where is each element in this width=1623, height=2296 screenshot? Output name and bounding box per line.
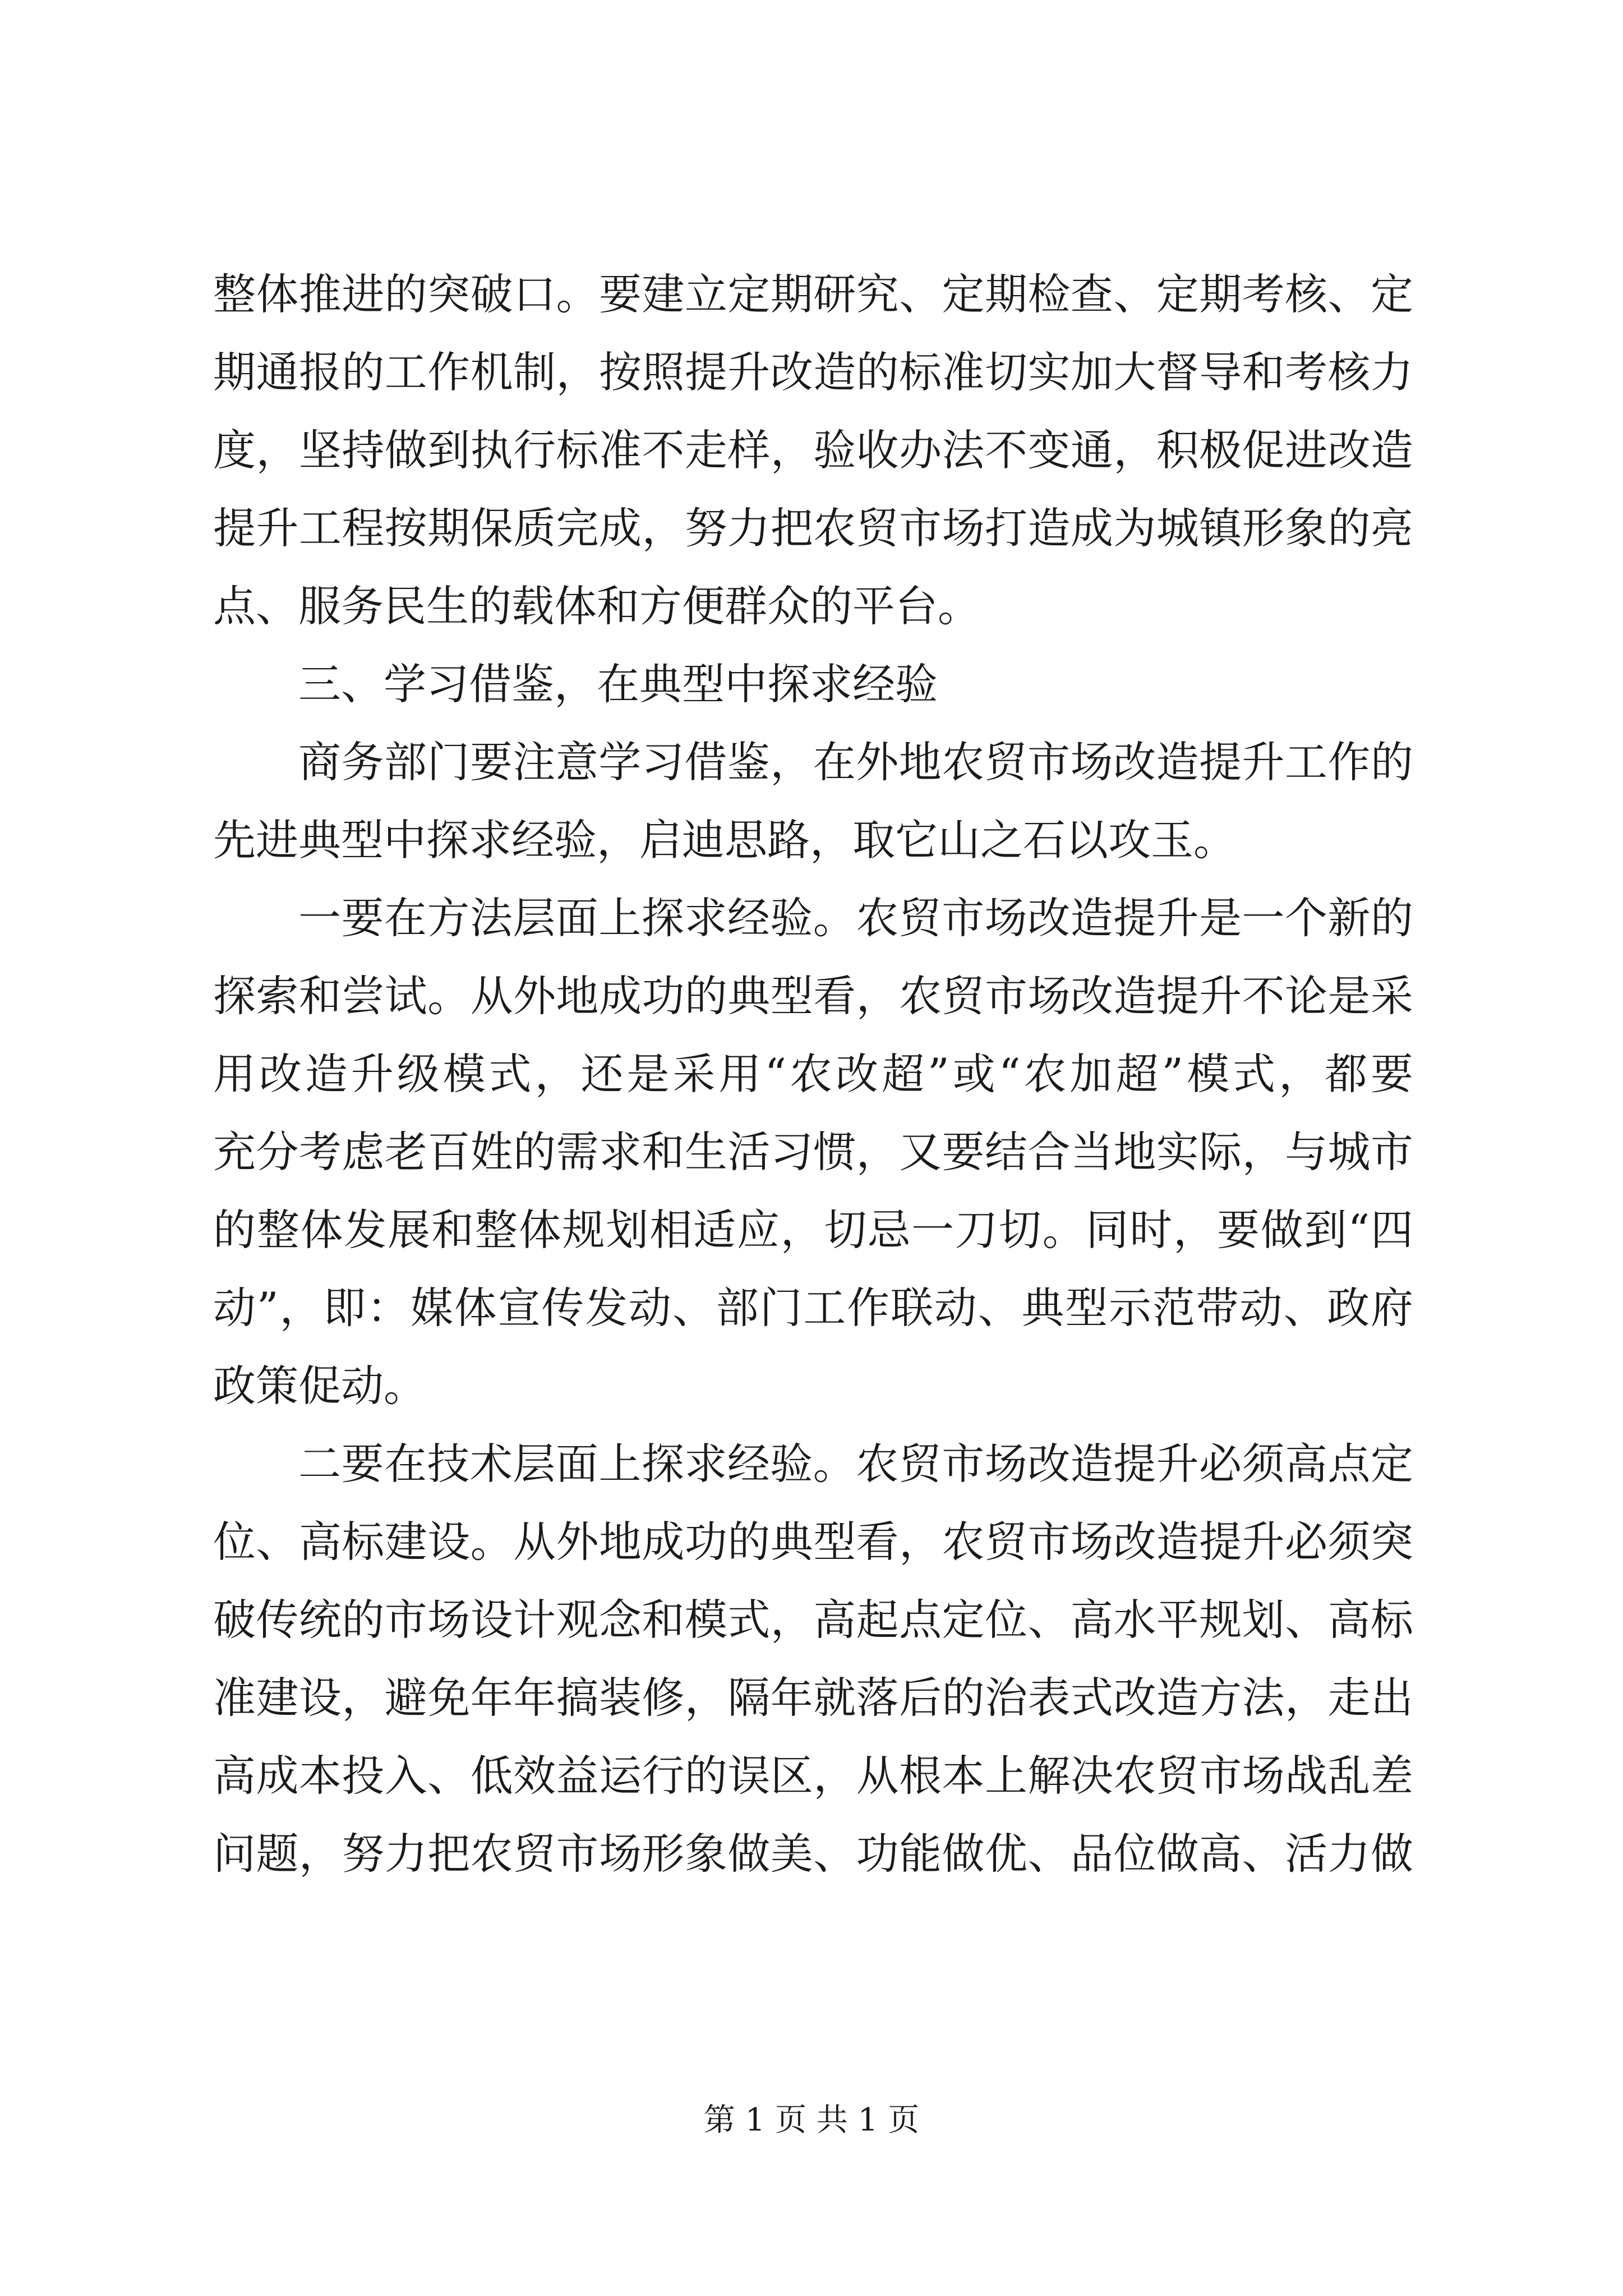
text-line: 位、高标建设。从外地成功的典型看，农贸市场改造提升必须突 (213, 1517, 1413, 1567)
text-line: 问题，努力把农贸市场形象做美、功能做优、品位做高、活力做 (213, 1829, 1413, 1879)
document-body (213, 255, 1413, 1893)
text-line: 一要在方法层面上探求经验。农贸市场改造提升是一个新的 (298, 893, 1413, 943)
text-line: 三、学习借鉴，在典型中探求经验 (298, 659, 938, 709)
text-line: 商务部门要注意学习借鉴，在外地农贸市场改造提升工作的 (298, 737, 1413, 787)
text-line: 破传统的市场设计观念和模式，高起点定位、高水平规划、高标 (213, 1595, 1413, 1645)
paragraph (213, 645, 1413, 723)
page-footer: 第 1 页 共 1 页 (703, 2102, 920, 2138)
text-line: 高成本投入、低效益运行的误区，从根本上解决农贸市场战乱差 (213, 1751, 1413, 1801)
text-line: 先进典型中探求经验，启迪思路，取它山之石以攻玉。 (213, 815, 1236, 865)
paragraph (213, 1425, 1413, 1893)
text-line: 准建设，避免年年搞装修，隔年就落后的治表式改造方法，走出 (213, 1673, 1413, 1723)
paragraph (213, 255, 1413, 645)
text-line: 探索和尝试。从外地成功的典型看，农贸市场改造提升不论是采 (213, 971, 1413, 1021)
paragraph (213, 723, 1413, 879)
text-line: 的整体发展和整体规划相适应，切忌一刀切。同时，要做到“四 (213, 1205, 1413, 1255)
text-line: 动”，即：媒体宣传发动、部门工作联动、典型示范带动、政府 (213, 1283, 1413, 1333)
text-line: 点、服务民生的载体和方便群众的平台。 (213, 581, 980, 631)
text-line: 度，坚持做到执行标准不走样，验收办法不变通，积极促进改造 (213, 425, 1413, 475)
text-line: 用改造升级模式，还是采用“农改超”或“农加超”模式，都要 (213, 1049, 1413, 1099)
text-line: 期通报的工作机制，按照提升改造的标准切实加大督导和考核力 (213, 347, 1413, 397)
text-line: 二要在技术层面上探求经验。农贸市场改造提升必须高点定 (298, 1439, 1413, 1489)
text-line: 政策促动。 (213, 1361, 426, 1411)
text-line: 提升工程按期保质完成，努力把农贸市场打造成为城镇形象的亮 (213, 503, 1413, 553)
paragraph (213, 879, 1413, 1425)
text-line: 整体推进的突破口。要建立定期研究、定期检查、定期考核、定 (213, 269, 1413, 319)
text-line: 充分考虑老百姓的需求和生活习惯，又要结合当地实际，与城市 (213, 1127, 1413, 1177)
